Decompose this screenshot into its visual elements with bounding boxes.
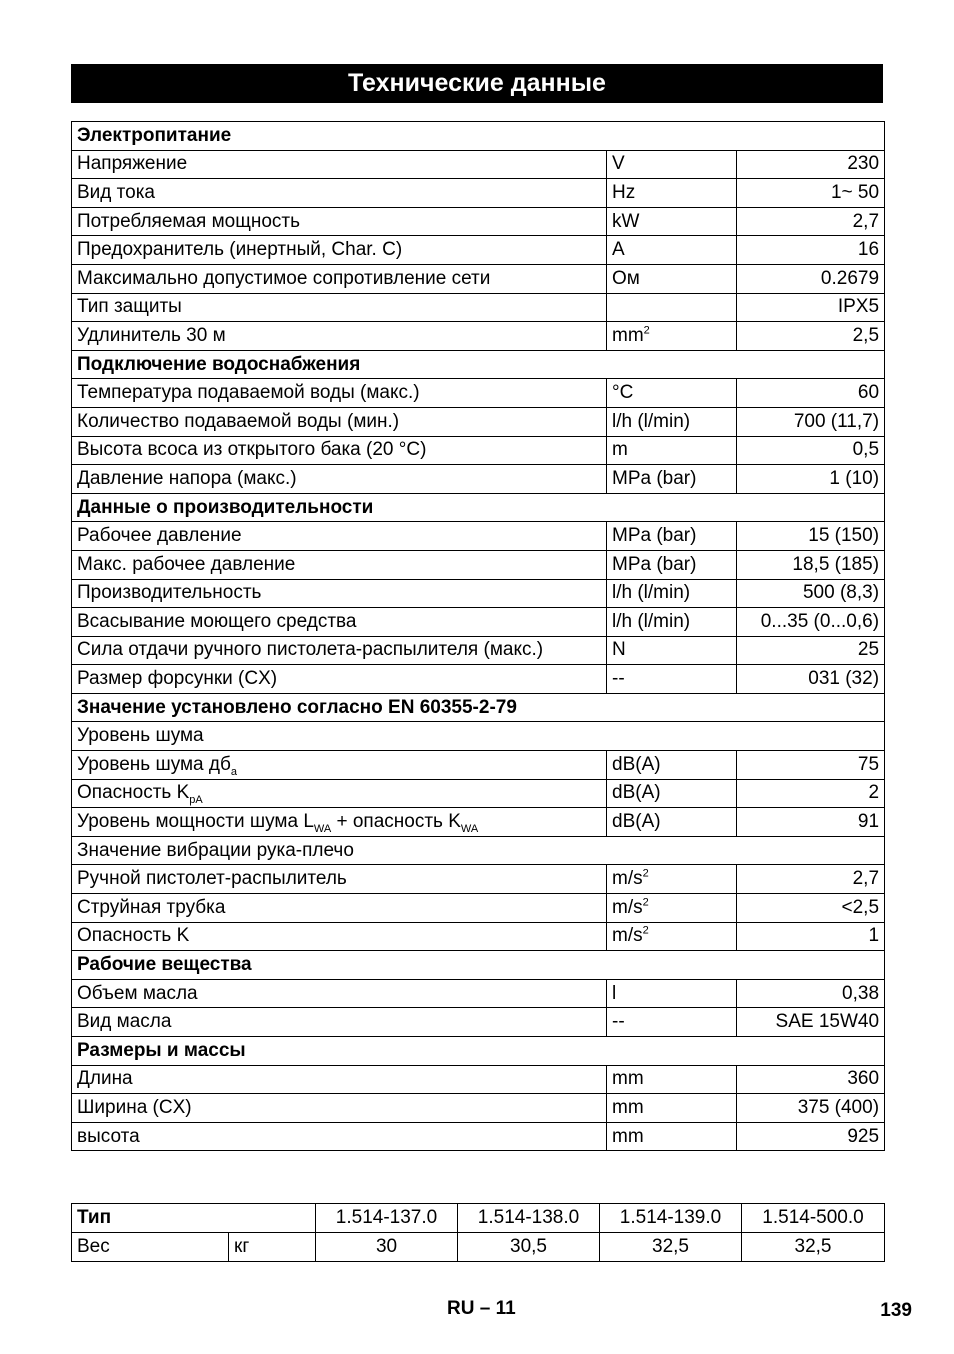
spec-label: Количество подаваемой воды (мин.): [77, 410, 400, 432]
spec-label-tail: + опасность K: [331, 811, 461, 833]
spec-unit: MPa (bar): [612, 467, 697, 489]
spec-value: 500 (8,3): [737, 579, 885, 608]
spec-row: [72, 579, 885, 608]
spec-label-cell: [72, 808, 607, 837]
spec-row: [72, 1008, 885, 1037]
section-title: Электропитание: [72, 122, 885, 151]
spec-value: 18,5 (185): [737, 550, 885, 579]
spec-value: 75: [737, 751, 885, 780]
spec-label-cell: [72, 436, 607, 465]
spec-label: Длина: [77, 1068, 133, 1090]
spec-row: [72, 322, 885, 351]
spec-unit: mm: [612, 324, 644, 346]
spec-unit: --: [612, 1011, 625, 1033]
spec-label-cell: [72, 179, 607, 208]
spec-unit: dB(A): [612, 811, 661, 833]
spec-row: [72, 1094, 885, 1123]
spec-unit-cell: [607, 436, 737, 465]
spec-unit: --: [612, 668, 625, 690]
spec-label: Напряжение: [77, 153, 188, 175]
spec-unit: l: [612, 982, 617, 1004]
weight-cell: 30: [316, 1233, 458, 1262]
spec-row: [72, 436, 885, 465]
spec-value: 91: [737, 808, 885, 837]
spec-row: [72, 465, 885, 494]
type-cell: 1.514-138.0: [458, 1204, 600, 1233]
spec-label: Давление напора (макс.): [77, 467, 297, 489]
spec-row: [72, 865, 885, 894]
spec-row: [72, 264, 885, 293]
spec-row: [72, 379, 885, 408]
spec-unit: Ом: [612, 267, 640, 289]
spec-label-cell: [72, 1094, 607, 1123]
section-header-row: [72, 493, 885, 522]
spec-label-cell: [72, 322, 607, 351]
spec-unit-superscript: 2: [642, 867, 649, 880]
spec-label: Максимально допустимое сопротивление сети: [77, 267, 491, 289]
weight-cell: 30,5: [458, 1233, 600, 1262]
spec-unit-cell: [607, 550, 737, 579]
spec-unit-cell: [607, 1065, 737, 1094]
spec-row: [72, 979, 885, 1008]
spec-label-cell: [72, 979, 607, 1008]
spec-unit-cell: [607, 922, 737, 951]
spec-value: SAE 15W40: [737, 1008, 885, 1037]
spec-unit: V: [612, 153, 625, 175]
spec-unit-cell: [607, 407, 737, 436]
spec-unit: mm: [612, 1068, 644, 1090]
spec-row: [72, 236, 885, 265]
spec-value: 2: [737, 779, 885, 808]
spec-unit: m/s: [612, 868, 643, 890]
spec-label-cell: [72, 665, 607, 694]
spec-unit: °C: [612, 382, 634, 404]
spec-label-cell: [72, 579, 607, 608]
spec-label-cell: [72, 207, 607, 236]
spec-label: Высота всоса из открытого бака (20 °C): [77, 439, 427, 461]
spec-unit-cell: [607, 751, 737, 780]
spec-unit-superscript: 2: [643, 324, 650, 337]
spec-unit: A: [612, 239, 625, 261]
spec-label: высота: [77, 1125, 140, 1147]
spec-value: 925: [737, 1122, 885, 1151]
spec-label-cell: [72, 1008, 607, 1037]
type-cell: 1.514-500.0: [742, 1204, 885, 1233]
spec-label-subscript: WA: [313, 822, 332, 835]
spec-label: Температура подаваемой воды (макс.): [77, 382, 420, 404]
spec-row: [72, 836, 885, 865]
spec-label: Макс. рабочее давление: [77, 553, 296, 575]
spec-label-cell: [72, 751, 607, 780]
spec-unit: MPa (bar): [612, 553, 697, 575]
spec-label-tail-subscript: WA: [460, 822, 479, 835]
spec-label: Предохранитель (инертный, Char. C): [77, 239, 403, 261]
spec-row: [72, 207, 885, 236]
section-title: Подключение водоснабжения: [72, 350, 885, 379]
section-header-row: [72, 951, 885, 980]
spec-unit: l/h (l/min): [612, 610, 691, 632]
spec-row: [72, 522, 885, 551]
weight-cell: 32,5: [742, 1233, 885, 1262]
spec-value: 1 (10): [737, 465, 885, 494]
spec-row: [72, 894, 885, 923]
spec-value: 2,5: [737, 322, 885, 351]
spec-unit-cell: [607, 608, 737, 637]
spec-label-cell: [72, 894, 607, 923]
spec-label-cell: [72, 264, 607, 293]
spec-row: [72, 751, 885, 780]
spec-label-cell: [72, 1065, 607, 1094]
spec-label-cell: [72, 779, 607, 808]
spec-value: 2,7: [737, 865, 885, 894]
spec-unit-cell: [607, 894, 737, 923]
spec-value: 0,5: [737, 436, 885, 465]
spec-row: [72, 550, 885, 579]
spec-label-cell: [72, 407, 607, 436]
spec-unit-cell: [607, 665, 737, 694]
spec-unit: mm: [612, 1096, 644, 1118]
section-title: Рабочие вещества: [72, 951, 885, 980]
spec-row: [72, 722, 885, 751]
spec-unit: l/h (l/min): [612, 410, 691, 432]
spec-value: IPX5: [737, 293, 885, 322]
spec-label: Удлинитель 30 м: [77, 324, 226, 346]
page-title: Технические данные: [71, 64, 883, 103]
spec-value: 1: [737, 922, 885, 951]
spec-label: Размер форсунки (CX): [77, 668, 278, 690]
spec-label: Потребляемая мощность: [77, 210, 301, 232]
spec-value: 25: [737, 636, 885, 665]
spec-label-cell: [72, 236, 607, 265]
spec-label: Уровень шума: [77, 725, 204, 747]
spec-label-subscript: pA: [189, 794, 203, 807]
spec-value: 031 (32): [737, 665, 885, 694]
spec-unit-cell: [607, 379, 737, 408]
spec-unit-cell: [607, 1122, 737, 1151]
spec-label-subscript: a: [230, 765, 237, 778]
spec-unit-superscript: 2: [642, 925, 649, 938]
spec-row: [72, 636, 885, 665]
spec-unit-cell: [607, 1094, 737, 1123]
spec-unit-cell: [607, 779, 737, 808]
spec-unit-cell: [607, 808, 737, 837]
type-cell: 1.514-139.0: [600, 1204, 742, 1233]
spec-label: Ширина (CX): [77, 1096, 192, 1118]
spec-label: Тип защиты: [77, 296, 182, 318]
spec-label-cell: [72, 379, 607, 408]
spec-label-cell: [72, 608, 607, 637]
spec-row: [72, 293, 885, 322]
section-header-row: [72, 693, 885, 722]
spec-label-cell: [72, 836, 885, 865]
spec-value: 360: [737, 1065, 885, 1094]
spec-row: [72, 1122, 885, 1151]
spec-unit-cell: [607, 1008, 737, 1037]
section-title: Данные о производительности: [72, 493, 885, 522]
spec-unit-cell: [607, 636, 737, 665]
spec-value: 700 (11,7): [737, 407, 885, 436]
spec-unit: dB(A): [612, 782, 661, 804]
spec-value: 60: [737, 379, 885, 408]
spec-row: [72, 407, 885, 436]
spec-unit-cell: [607, 579, 737, 608]
spec-unit-cell: [607, 236, 737, 265]
spec-row: [72, 665, 885, 694]
spec-unit-cell: [607, 179, 737, 208]
spec-row: [72, 179, 885, 208]
spec-table: [71, 121, 885, 1151]
spec-row: [72, 608, 885, 637]
spec-label: Объем масла: [77, 982, 198, 1004]
spec-unit: m/s: [612, 925, 643, 947]
spec-unit-cell: [607, 293, 737, 322]
spec-unit: mm: [612, 1125, 644, 1147]
spec-label-cell: [72, 1122, 607, 1151]
spec-row: [72, 150, 885, 179]
spec-unit-cell: [607, 150, 737, 179]
spec-label-cell: [72, 522, 607, 551]
spec-label: Вид тока: [77, 181, 156, 203]
weight-unit: кг: [229, 1233, 316, 1262]
spec-value: 0.2679: [737, 264, 885, 293]
spec-unit-cell: [607, 522, 737, 551]
section-header-row: [72, 122, 885, 151]
spec-label-cell: [72, 293, 607, 322]
spec-label: Опасность K: [77, 782, 190, 804]
spec-value: 230: [737, 150, 885, 179]
section-title: Значение установлено согласно EN 60355-2-79: [72, 693, 885, 722]
spec-label: Значение вибрации рука-плечо: [77, 839, 354, 861]
spec-value: 0...35 (0...0,6): [737, 608, 885, 637]
spec-label: Рабочее давление: [77, 525, 242, 547]
spec-value: 375 (400): [737, 1094, 885, 1123]
spec-label: Опасность K: [77, 925, 190, 947]
spec-label-cell: [72, 550, 607, 579]
weight-label: Вес: [72, 1233, 229, 1262]
spec-unit: kW: [612, 210, 640, 232]
section-title: Размеры и массы: [72, 1037, 885, 1066]
spec-unit: dB(A): [612, 753, 661, 775]
spec-label-cell: [72, 465, 607, 494]
spec-label-cell: [72, 865, 607, 894]
spec-value: 0,38: [737, 979, 885, 1008]
type-cell: 1.514-137.0: [316, 1204, 458, 1233]
spec-label: Уровень мощности шума L: [77, 811, 314, 833]
spec-label-cell: [72, 150, 607, 179]
section-header-row: [72, 1037, 885, 1066]
spec-value: <2,5: [737, 894, 885, 923]
spec-label: Струйная трубка: [77, 896, 226, 918]
spec-unit: MPa (bar): [612, 525, 697, 547]
spec-unit-cell: [607, 207, 737, 236]
spec-label: Ручной пистолет-распылитель: [77, 868, 347, 890]
spec-unit: m: [612, 439, 628, 461]
spec-label-cell: [72, 722, 885, 751]
spec-unit-cell: [607, 465, 737, 494]
page-number: 139: [880, 1300, 912, 1321]
footer-language-page: RU – 11: [447, 1298, 516, 1319]
spec-row: [72, 779, 885, 808]
spec-row: [72, 1065, 885, 1094]
spec-label-cell: [72, 922, 607, 951]
spec-unit-cell: [607, 865, 737, 894]
spec-label-cell: [72, 636, 607, 665]
spec-label: Уровень шума дб: [77, 753, 231, 775]
spec-unit: N: [612, 639, 626, 661]
spec-label: Всасывание моющего средства: [77, 610, 357, 632]
type-weight-table: [71, 1203, 885, 1262]
spec-unit-cell: [607, 322, 737, 351]
type-label: Тип: [72, 1204, 316, 1233]
type-row: [72, 1204, 885, 1233]
spec-unit-superscript: 2: [642, 896, 649, 909]
spec-label: Вид масла: [77, 1011, 172, 1033]
spec-unit: m/s: [612, 896, 643, 918]
spec-label: Сила отдачи ручного пистолета-распылителя (макс.): [77, 639, 544, 661]
section-header-row: [72, 350, 885, 379]
spec-row: [72, 808, 885, 837]
weight-cell: 32,5: [600, 1233, 742, 1262]
weight-row: [72, 1233, 885, 1262]
spec-unit-cell: [607, 979, 737, 1008]
spec-unit-cell: [607, 264, 737, 293]
spec-unit: l/h (l/min): [612, 582, 691, 604]
spec-label: Производительность: [77, 582, 262, 604]
spec-row: [72, 922, 885, 951]
spec-value: 2,7: [737, 207, 885, 236]
spec-value: 16: [737, 236, 885, 265]
spec-value: 1~ 50: [737, 179, 885, 208]
spec-unit: Hz: [612, 181, 636, 203]
spec-value: 15 (150): [737, 522, 885, 551]
